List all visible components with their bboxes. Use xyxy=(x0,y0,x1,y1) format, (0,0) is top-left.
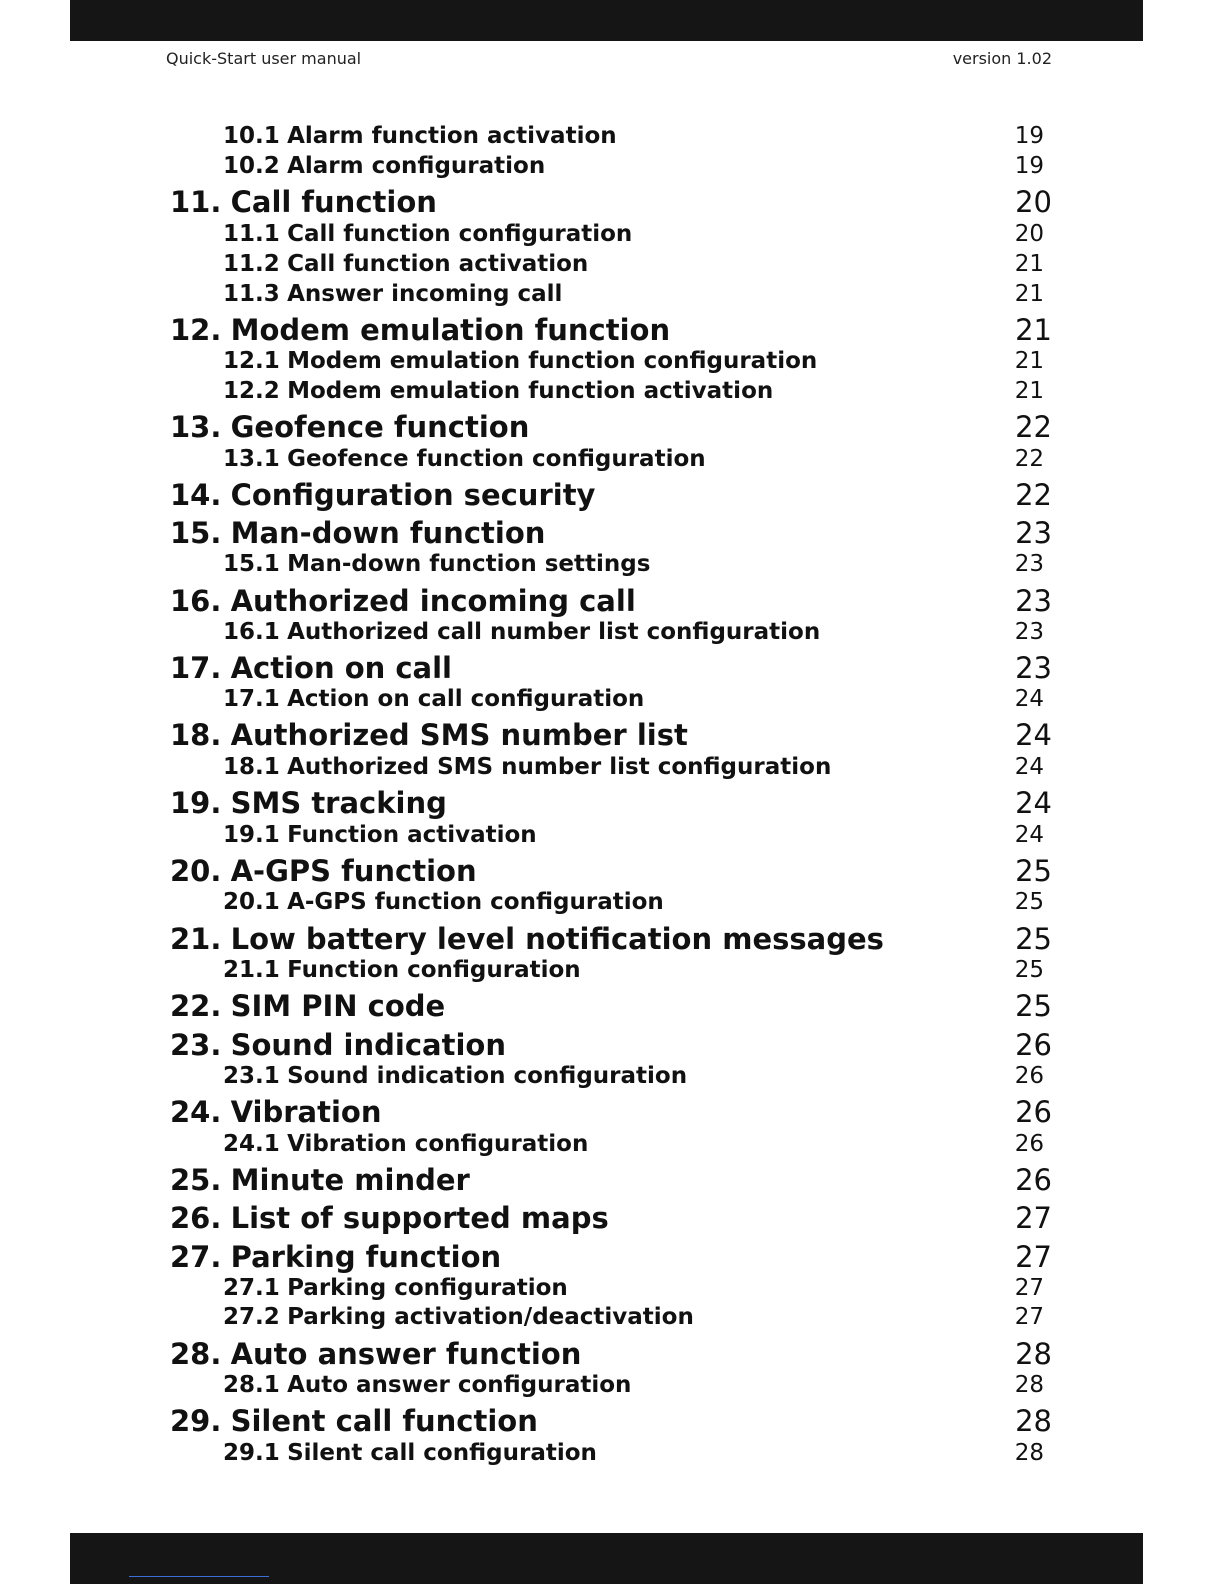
toc-number: 29.1 xyxy=(223,1440,280,1466)
toc-page-number: 21 xyxy=(1014,378,1044,404)
toc-number: 24. xyxy=(170,1095,222,1129)
toc-page-number: 24 xyxy=(1014,754,1044,780)
toc-subsection[interactable] xyxy=(223,348,817,374)
toc-number: 28. xyxy=(170,1337,222,1371)
toc-page-number: 23 xyxy=(1015,651,1052,685)
toc-subsection[interactable] xyxy=(223,686,644,712)
toc-page-number: 25 xyxy=(1015,989,1052,1023)
toc-page-number: 27 xyxy=(1014,1304,1044,1330)
toc-label: Call function xyxy=(230,185,437,219)
toc-label: Minute minder xyxy=(230,1163,470,1197)
toc-label: Action on call configuration xyxy=(287,686,645,712)
toc-page-number: 19 xyxy=(1014,153,1044,179)
toc-number: 12.1 xyxy=(223,348,280,374)
toc-section[interactable] xyxy=(170,718,688,752)
toc-section[interactable] xyxy=(170,1404,538,1438)
toc-subsection[interactable] xyxy=(223,551,650,577)
toc-number: 18. xyxy=(170,718,222,752)
toc-page-number: 25 xyxy=(1015,922,1052,956)
toc-section[interactable] xyxy=(170,1201,609,1235)
toc-subsection[interactable] xyxy=(223,1304,694,1330)
toc-number: 27.1 xyxy=(223,1275,280,1301)
toc-number: 23. xyxy=(170,1028,222,1062)
toc-subsection[interactable] xyxy=(223,153,545,179)
toc-section[interactable] xyxy=(170,478,595,512)
toc-label: Call function activation xyxy=(287,251,589,277)
toc-number: 15.1 xyxy=(223,551,280,577)
toc-section[interactable] xyxy=(170,786,447,820)
toc-page-number: 23 xyxy=(1014,619,1044,645)
toc-page-number: 24 xyxy=(1015,718,1052,752)
toc-section[interactable] xyxy=(170,1028,506,1062)
toc-section[interactable] xyxy=(170,1163,470,1197)
toc-page-number: 23 xyxy=(1015,516,1052,550)
toc-section[interactable] xyxy=(170,1337,581,1371)
toc-number: 13.1 xyxy=(223,446,280,472)
toc-subsection[interactable] xyxy=(223,123,617,149)
toc-section[interactable] xyxy=(170,854,477,888)
toc-section[interactable] xyxy=(170,410,529,444)
toc-page-number: 21 xyxy=(1014,251,1044,277)
toc-label: A-GPS function xyxy=(230,854,477,888)
toc-label: Auto answer configuration xyxy=(287,1372,632,1398)
toc-page-number: 26 xyxy=(1015,1163,1052,1197)
toc-label: Action on call xyxy=(230,651,453,685)
document-title: Quick-Start user manual xyxy=(166,49,362,68)
toc-page-number: 27 xyxy=(1014,1275,1044,1301)
toc-subsection[interactable] xyxy=(223,957,581,983)
toc-label: A-GPS function configuration xyxy=(287,889,664,915)
toc-page-number: 26 xyxy=(1014,1063,1044,1089)
toc-subsection[interactable] xyxy=(223,1372,631,1398)
toc-number: 27.2 xyxy=(223,1304,280,1330)
toc-label: Auto answer function xyxy=(230,1337,582,1371)
toc-label: Function activation xyxy=(287,822,537,848)
toc-number: 19. xyxy=(170,786,222,820)
toc-page-number: 26 xyxy=(1015,1095,1052,1129)
toc-label: Authorized SMS number list xyxy=(230,718,688,752)
toc-label: Geofence function configuration xyxy=(287,446,706,472)
toc-number: 12. xyxy=(170,313,222,347)
toc-label: Call function configuration xyxy=(287,221,633,247)
toc-number: 14. xyxy=(170,478,222,512)
toc-label: SIM PIN code xyxy=(230,989,446,1023)
toc-subsection[interactable] xyxy=(223,1131,588,1157)
toc-subsection[interactable] xyxy=(223,889,664,915)
toc-page-number: 24 xyxy=(1015,786,1052,820)
toc-label: Vibration xyxy=(230,1095,382,1129)
toc-page-number: 25 xyxy=(1015,854,1052,888)
toc-page-number: 22 xyxy=(1015,410,1052,444)
toc-page-number: 22 xyxy=(1014,446,1044,472)
toc-page-number: 24 xyxy=(1014,822,1044,848)
toc-label: Authorized incoming call xyxy=(230,584,636,618)
toc-number: 17.1 xyxy=(223,686,280,712)
toc-label: Answer incoming call xyxy=(287,281,563,307)
toc-number: 21.1 xyxy=(223,957,280,983)
toc-subsection[interactable] xyxy=(223,446,706,472)
toc-page-number: 27 xyxy=(1015,1201,1052,1235)
toc-section[interactable] xyxy=(170,516,545,550)
toc-page-number: 22 xyxy=(1015,478,1052,512)
toc-label: Man-down function xyxy=(230,516,546,550)
toc-section[interactable] xyxy=(170,1240,501,1274)
toc-number: 11. xyxy=(170,185,222,219)
toc-label: Configuration security xyxy=(230,478,596,512)
toc-subsection[interactable] xyxy=(223,221,632,247)
toc-section[interactable] xyxy=(170,989,445,1023)
toc-label: Parking activation/deactivation xyxy=(287,1304,694,1330)
toc-label: Silent call function xyxy=(230,1404,538,1438)
toc-section[interactable] xyxy=(170,922,884,956)
top-bar xyxy=(70,0,1143,41)
toc-page-number: 23 xyxy=(1015,584,1052,618)
toc-label: Sound indication xyxy=(230,1028,506,1062)
toc-page-number: 26 xyxy=(1015,1028,1052,1062)
toc-number: 11.1 xyxy=(223,221,280,247)
footer-link-underline xyxy=(129,1576,269,1577)
toc-number: 20. xyxy=(170,854,222,888)
toc-label: Modem emulation function xyxy=(230,313,671,347)
toc-number: 28.1 xyxy=(223,1372,280,1398)
toc-subsection[interactable] xyxy=(223,281,562,307)
toc-page-number: 23 xyxy=(1014,551,1044,577)
toc-page-number: 20 xyxy=(1015,185,1052,219)
toc-label: SMS tracking xyxy=(230,786,447,820)
toc-label: Vibration configuration xyxy=(287,1131,589,1157)
toc-label: Sound indication configuration xyxy=(287,1063,688,1089)
toc-number: 16. xyxy=(170,584,222,618)
toc-number: 20.1 xyxy=(223,889,280,915)
toc-number: 17. xyxy=(170,651,222,685)
toc-section[interactable] xyxy=(170,1095,381,1129)
toc-subsection[interactable] xyxy=(223,1440,597,1466)
toc-number: 10.2 xyxy=(223,153,280,179)
toc-number: 13. xyxy=(170,410,222,444)
toc-page-number: 27 xyxy=(1015,1240,1052,1274)
toc-section[interactable] xyxy=(170,185,437,219)
toc-label: Parking configuration xyxy=(287,1275,568,1301)
toc-page-number: 21 xyxy=(1014,281,1044,307)
toc-page-number: 19 xyxy=(1014,123,1044,149)
toc-label: Authorized call number list configuration xyxy=(287,619,821,645)
toc-number: 12.2 xyxy=(223,378,280,404)
toc-number: 22. xyxy=(170,989,222,1023)
toc-number: 11.2 xyxy=(223,251,280,277)
toc-section[interactable] xyxy=(170,313,670,347)
toc-label: Function configuration xyxy=(287,957,581,983)
toc-number: 25. xyxy=(170,1163,222,1197)
toc-subsection[interactable] xyxy=(223,251,588,277)
toc-section[interactable] xyxy=(170,651,452,685)
toc-label: Man-down function settings xyxy=(287,551,651,577)
toc-number: 29. xyxy=(170,1404,222,1438)
toc-number: 26. xyxy=(170,1201,222,1235)
toc-page-number: 28 xyxy=(1014,1372,1044,1398)
toc-number: 10.1 xyxy=(223,123,280,149)
toc-number: 23.1 xyxy=(223,1063,280,1089)
toc-subsection[interactable] xyxy=(223,378,773,404)
toc-number: 24.1 xyxy=(223,1131,280,1157)
toc-label: Alarm configuration xyxy=(287,153,546,179)
toc-number: 11.3 xyxy=(223,281,280,307)
toc-subsection[interactable] xyxy=(223,1063,687,1089)
toc-page-number: 20 xyxy=(1014,221,1044,247)
toc-page-number: 28 xyxy=(1015,1337,1052,1371)
toc-page-number: 21 xyxy=(1015,313,1052,347)
toc-label: List of supported maps xyxy=(230,1201,609,1235)
toc-number: 19.1 xyxy=(223,822,280,848)
toc-page-number: 25 xyxy=(1014,889,1044,915)
toc-page-number: 28 xyxy=(1015,1404,1052,1438)
toc-label: Modem emulation function configuration xyxy=(287,348,818,374)
toc-label: Authorized SMS number list configuration xyxy=(287,754,832,780)
toc-label: Alarm function activation xyxy=(287,123,617,149)
toc-page-number: 21 xyxy=(1014,348,1044,374)
toc-subsection[interactable] xyxy=(223,619,820,645)
toc-number: 18.1 xyxy=(223,754,280,780)
toc-label: Modem emulation function activation xyxy=(287,378,774,404)
toc-page-number: 28 xyxy=(1014,1440,1044,1466)
toc-label: Low battery level notification messages xyxy=(230,922,884,956)
toc-section[interactable] xyxy=(170,584,636,618)
toc-label: Parking function xyxy=(230,1240,502,1274)
toc-page-number: 26 xyxy=(1014,1131,1044,1157)
toc-label: Geofence function xyxy=(230,410,530,444)
document-version: version 1.02 xyxy=(952,49,1052,68)
toc-number: 15. xyxy=(170,516,222,550)
toc-subsection[interactable] xyxy=(223,754,831,780)
toc-number: 27. xyxy=(170,1240,222,1274)
toc-label: Silent call configuration xyxy=(287,1440,597,1466)
toc-page-number: 24 xyxy=(1014,686,1044,712)
toc-subsection[interactable] xyxy=(223,822,537,848)
toc-subsection[interactable] xyxy=(223,1275,568,1301)
toc-number: 21. xyxy=(170,922,222,956)
toc-page-number: 25 xyxy=(1014,957,1044,983)
toc-number: 16.1 xyxy=(223,619,280,645)
